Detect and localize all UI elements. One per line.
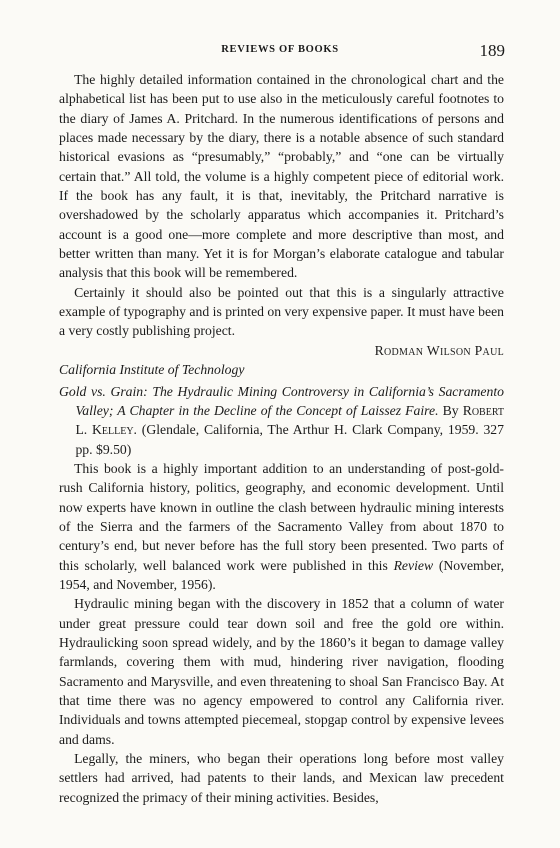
review2-paragraph-2: Hydraulic mining began with the discovery in 1852 that a column of water under great pressure could tear down soil and free the gold ore within. Hydraulicking soon spread widely, and by the 1860’s it began to damage valley farmlands, covering them with mud, hindering river navigation, flooding Sacramento and Marysville, and even threatening to shoal San Francisco Bay. At that time there was no agency empowered to control any California river. Individuals and towns attempted piecemeal, stopgap control by expensive levees and dams.	[59, 596, 504, 747]
review2-paragraph-1-tail: (November, 1954, and November, 1956).	[59, 557, 505, 592]
review2-paragraph-3: Legally, the miners, who began their operations long before most valley settlers had arrived, had patents to their lands, and Mexican law precedent recognized the primacy of their mining activities. Besides,	[59, 751, 504, 805]
review2-paragraph-1	[59, 459, 504, 594]
review2-paragraph-1-text: This book is a highly important addition to an understanding of post-gold-rush California history, politics, geography, and economic development. Until now experts have known in outline the clash between hydraulic mining interests of the Sierra and the farmers of the Sacramento Valley from about 1870 to century’s end, but never before has the full story been presented. Two parts of this scholarly, well balanced work were published in this	[59, 460, 504, 573]
body-text	[59, 70, 504, 807]
running-head	[0, 41, 560, 60]
publication-details: (Glendale, California, The Arthur H. Clark Company, 1959. 327 pp. $9.50)	[75, 422, 504, 457]
book-author: Robert L. Kelley.	[75, 402, 505, 438]
book-entry	[59, 382, 504, 459]
journal-name: Review	[393, 557, 434, 573]
review1-paragraph-1: The highly detailed information contained in the chronological chart and the alphabetical list has been put to use also in the meticulously careful footnotes to the diary of James A. Pritchard. In the numerous identifications of persons and places made necessary by the diary, there is a notable absence of such standard historical evasions as “presumably,” “probably,” and “one can be virtually certain that.” All told, the volume is a highly competent piece of editorial work. If the book has any fault, it is that, inevitably, the Pritchard narrative is overshadowed by the scholarly apparatus which accompanies it. Pritchard’s account is a good one—more complete and more descriptive than most, and better written than many. Yet it is for Morgan’s elaborate catalogue and tabular analysis that this book will be remembered.	[59, 72, 504, 281]
book-title: Gold vs. Grain: The Hydraulic Mining Controversy in California’s Sacramento Valley; A Chapter in the Decline of the Concept of Laissez Faire.	[59, 383, 504, 418]
reviewer-name: Rodman Wilson Paul	[374, 342, 504, 358]
reviewer-institution: California Institute of Technology	[59, 362, 245, 378]
running-title: REVIEWS OF BOOKS	[221, 44, 339, 55]
review1-paragraph-2: Certainly it should also be pointed out that this is a singularly attractive example of typography and is printed on very expensive paper. It must have been a very costly publishing project.	[59, 284, 504, 339]
page-number: 189	[479, 41, 505, 60]
by-word: By	[442, 402, 459, 418]
